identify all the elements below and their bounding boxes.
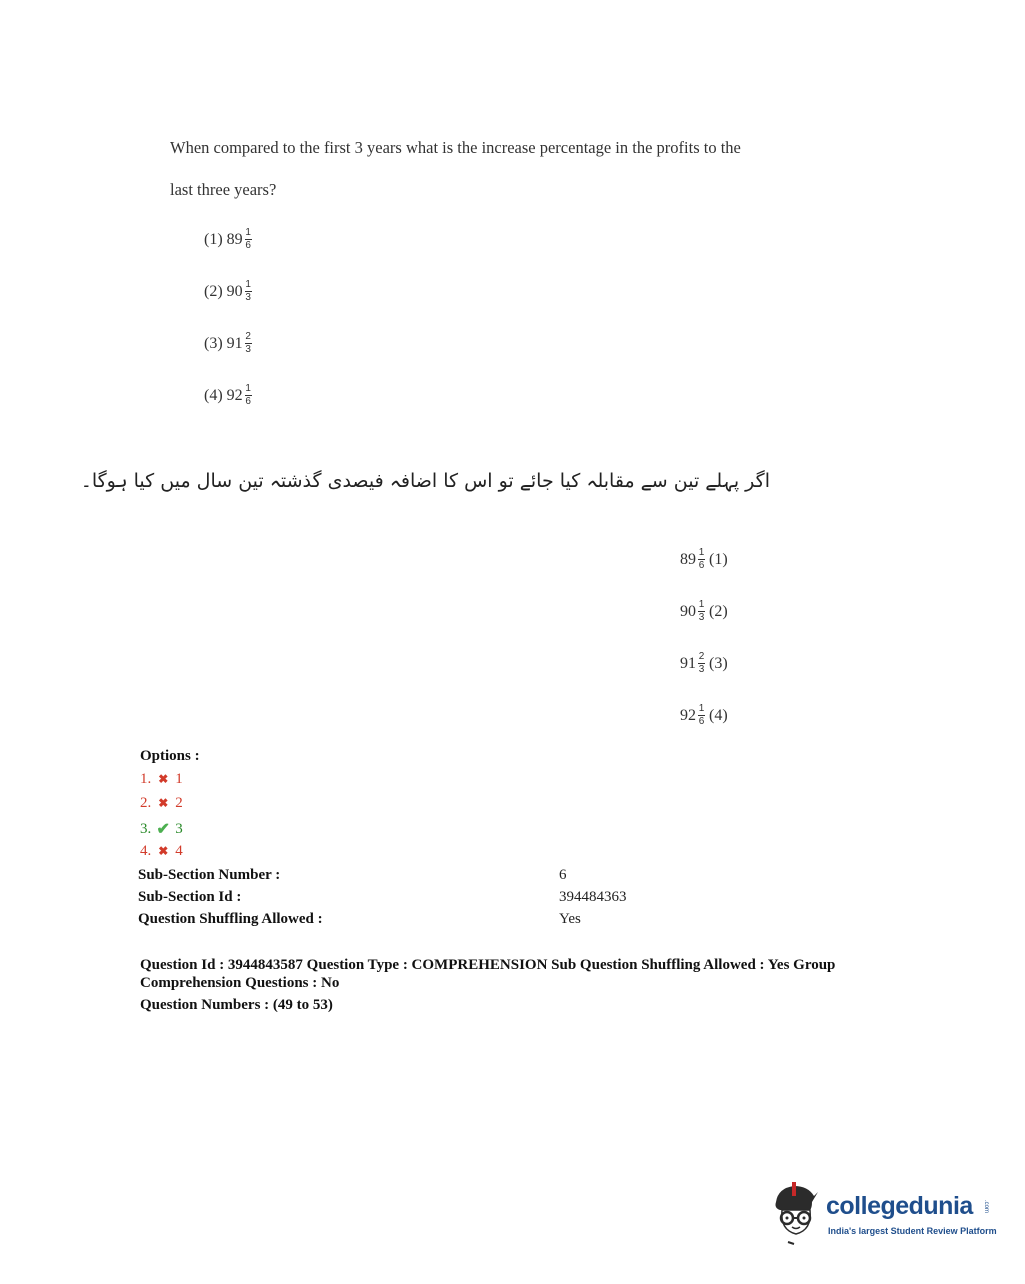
cross-icon: ✖	[158, 844, 169, 858]
option-en-2	[204, 280, 252, 303]
question-info-line-2: Comprehension Questions : No	[140, 975, 340, 991]
question-urdu-text: اگر پہلے تین سے مقابلہ کیا جائے تو اس کا اضافہ فیصدی گذشتہ تین سال میں کیا ہوگا۔	[80, 470, 770, 492]
question-info	[140, 956, 900, 1014]
logo-tagline: India's largest Student Review Platform	[828, 1226, 997, 1236]
question-line-2: last three years?	[170, 180, 277, 199]
fraction: $\frac{2}{3}$	[698, 651, 705, 675]
option-whole: 91	[226, 334, 243, 352]
choice-index: 2.	[140, 795, 152, 811]
mascot-icon	[768, 1180, 826, 1250]
option-ur-1	[680, 548, 728, 571]
option-whole: 89	[226, 230, 243, 248]
option-whole: 92	[680, 706, 696, 724]
option-whole: 90	[226, 282, 243, 300]
option-ur-3	[680, 652, 728, 675]
option-label: (3)	[709, 654, 728, 672]
option-en-3	[204, 332, 252, 355]
option-en-1	[204, 228, 252, 251]
choice-value: 2	[175, 795, 183, 811]
cross-icon: ✖	[158, 772, 169, 786]
logo-suffix: .com	[983, 1200, 989, 1214]
choice-1	[140, 771, 183, 788]
choice-value: 4	[175, 843, 183, 859]
option-label: (4)	[709, 706, 728, 724]
option-label: (1)	[709, 550, 728, 568]
choice-value: 3	[175, 820, 183, 837]
fraction: $\frac{1}{6}$	[698, 703, 705, 727]
choice-value: 1	[175, 771, 183, 787]
choice-4	[140, 843, 183, 860]
option-ur-2	[680, 600, 728, 623]
fraction: $\frac{1}{6}$	[698, 547, 705, 571]
fraction: $\frac{1}{3}$	[698, 599, 705, 623]
option-label: (4)	[204, 386, 223, 404]
question-info-line-1: Question Id : 3944843587 Question Type : COMPREHENSION Sub Question Shuffling Allowed : Yes Group	[140, 957, 836, 973]
option-whole: 90	[680, 602, 696, 620]
option-whole: 91	[680, 654, 696, 672]
question-line-1: When compared to the first 3 years what is the increase percentage in the profits to the	[170, 138, 741, 157]
sub-section-id-value: 394484363	[559, 889, 627, 905]
fraction: $\frac{2}{3}$	[245, 331, 251, 355]
option-en-4	[204, 384, 252, 407]
option-ur-4	[680, 704, 728, 727]
question-info-line-3: Question Numbers : (49 to 53)	[140, 997, 333, 1013]
option-label: (2)	[204, 282, 223, 300]
option-label: (3)	[204, 334, 223, 352]
choice-index: 3.	[140, 820, 152, 837]
choice-index: 1.	[140, 771, 152, 787]
check-icon: ✔	[156, 821, 170, 838]
logo-wordmark: collegedunia	[826, 1192, 973, 1220]
choice-index: 4.	[140, 843, 152, 859]
option-whole: 92	[226, 386, 243, 404]
fraction: $\frac{1}{6}$	[245, 383, 251, 407]
question-shuffling-label: Question Shuffling Allowed :	[138, 911, 323, 927]
sub-section-number-label: Sub-Section Number :	[138, 867, 281, 883]
option-whole: 89	[680, 550, 696, 568]
sub-section-number-value: 6	[559, 867, 567, 883]
option-label: (1)	[204, 230, 223, 248]
fraction: $\frac{1}{3}$	[245, 279, 251, 303]
choice-3	[140, 819, 183, 839]
choice-2	[140, 795, 183, 812]
sub-section-id-label: Sub-Section Id :	[138, 889, 242, 905]
question-shuffling-value: Yes	[559, 911, 581, 927]
option-label: (2)	[709, 602, 728, 620]
options-title: Options :	[140, 748, 200, 764]
fraction: $\frac{1}{6}$	[245, 227, 251, 251]
cross-icon: ✖	[158, 796, 169, 810]
collegedunia-logo	[768, 1180, 998, 1250]
